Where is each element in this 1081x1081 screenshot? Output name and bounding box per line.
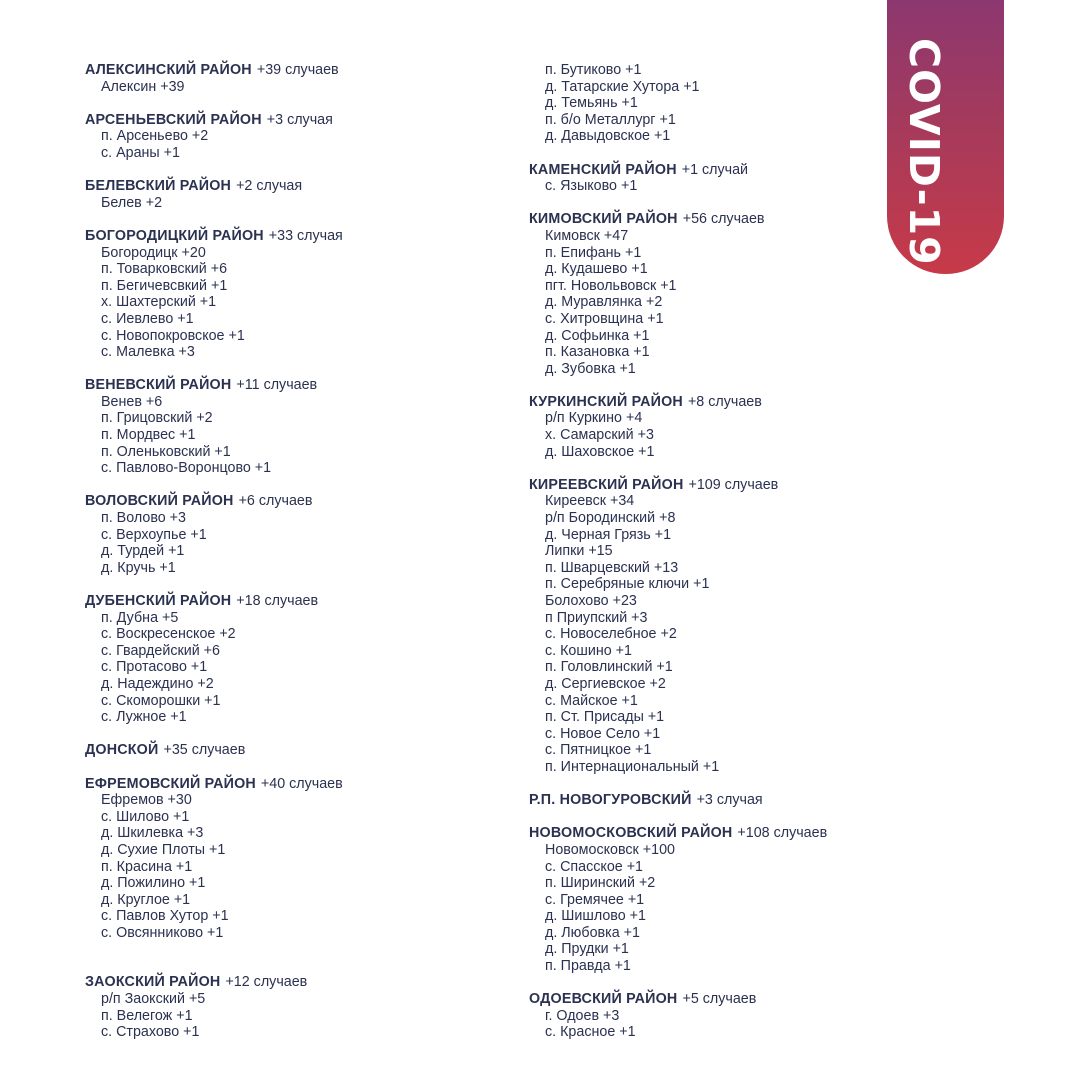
district-block [85,377,515,477]
locality-item: р/п Заокский +5 [101,991,206,1008]
locality-item: п. Бегичевсвкий +1 [101,277,228,294]
locality-item: п. Мордвес +1 [101,427,196,444]
district-name: НОВОМОСКОВСКИЙ РАЙОН [529,825,733,842]
locality-item: с. Иевлево +1 [101,310,194,327]
district-block [85,228,515,361]
locality-item: п. Головлинский +1 [545,659,673,676]
locality-item: д. Надеждино +2 [101,675,214,692]
locality-item: д. Давыдовское +1 [545,128,671,145]
locality-item: п. Бутиково +1 [545,62,642,78]
district-block [529,477,869,776]
locality-item: п. Ст. Присады +1 [545,709,665,726]
locality-item: Венев +6 [101,393,163,410]
locality-item: Киреевск +34 [545,493,635,510]
district-name: КИМОВСКИЙ РАЙОН [529,211,678,228]
district-name: ЗАОКСКИЙ РАЙОН [85,974,221,991]
locality-item: д. Черная Грязь +1 [545,526,672,543]
locality-item: Болохово +23 [545,593,637,609]
locality-item: д. Кудашево +1 [545,261,648,278]
locality-item: п. Шварцевский +13 [545,559,679,576]
district-block [529,211,869,377]
locality-item: с. Араны +1 [101,144,180,161]
right-column [529,62,869,1058]
locality-item: х. Самарский +3 [545,427,654,444]
locality-item: с. Шилово +1 [101,808,190,825]
locality-item: д. Кручь +1 [101,559,176,576]
district-case-count: +35 случаев [163,742,246,759]
district-header [85,62,515,79]
district-case-count: +8 случаев [687,393,762,410]
district-header [529,792,869,809]
district-name: ДУБЕНСКИЙ РАЙОН [85,593,232,609]
locality-item: с. Спасское +1 [545,858,643,875]
badge-title: COVID-19 [900,38,948,266]
locality-item: п. Интернациональный +1 [545,758,720,775]
district-header [85,178,515,195]
district-case-count: +3 случая [266,111,333,128]
locality-item: д. Пожилино +1 [101,875,206,892]
locality-item: р/п Бородинский +8 [545,510,676,527]
locality-item: с. Новое Село +1 [545,725,661,742]
district-header [85,974,515,991]
locality-item: х. Шахтерский +1 [101,294,217,311]
district-name: ВЕНЕВСКИЙ РАЙОН [85,377,232,394]
locality-item: п. Красина +1 [101,858,193,875]
locality-item: д. Шкилевка +3 [101,825,204,842]
locality-item: с. Воскресенское +2 [101,626,236,643]
district-block [85,593,515,726]
district-block [529,825,869,974]
locality-item: с. Страхово +1 [101,1024,200,1041]
district-header [85,593,515,610]
locality-item: с. Кошино +1 [545,642,632,659]
district-header [529,162,869,179]
district-name: ЕФРЕМОВСКИЙ РАЙОН [85,775,256,792]
district-header [529,825,869,842]
district-header [85,742,515,759]
district-header [85,776,515,793]
locality-item: д. Сергиевское +2 [545,675,666,692]
district-header [85,112,515,129]
locality-item: п Приупский +3 [545,609,648,626]
district-name: АЛЕКСИНСКИЙ РАЙОН [85,62,252,78]
district-block [85,974,515,1040]
district-header [529,477,869,494]
district-block [85,112,515,162]
district-header [85,228,515,245]
locality-item: д. Татарские Хутора +1 [545,78,700,95]
locality-item: с. Языково +1 [545,178,638,195]
locality-item: д. Любовка +1 [545,924,640,941]
locality-item: с. Хитровщина +1 [545,310,664,327]
district-header [529,394,869,411]
locality-item: с. Павлово-Воронцово +1 [101,460,272,477]
district-name: КАМЕНСКИЙ РАЙОН [529,161,677,178]
continued-district-items [529,62,869,145]
district-case-count: +12 случаев [225,974,308,991]
district-block [529,394,869,460]
district-block [85,62,515,95]
district-name: БЕЛЕВСКИЙ РАЙОН [85,178,232,195]
locality-item: с. Гвардейский +6 [101,642,220,659]
locality-item: г. Одоев +3 [545,1007,620,1024]
locality-item: п. Велегож +1 [101,1007,193,1024]
district-case-count: +18 случаев [236,593,319,609]
district-case-count: +5 случаев [682,991,757,1008]
district-name: ОДОЕВСКИЙ РАЙОН [529,991,678,1008]
locality-item: с. Красное +1 [545,1024,636,1041]
district-case-count: +11 случаев [236,377,318,394]
locality-item: д. Зубовка +1 [545,360,636,377]
locality-item: п. б/о Металлург +1 [545,111,676,128]
locality-item: п. Ширинский +2 [545,875,656,892]
district-case-count: +56 случаев [682,211,765,228]
district-block [529,792,869,809]
locality-item: п. Грицовский +2 [101,410,213,427]
district-case-count: +40 случаев [260,775,343,792]
locality-item: д. Шаховское +1 [545,443,655,460]
district-case-count: +3 случая [696,792,763,809]
locality-item: с. Лужное +1 [101,709,187,726]
locality-item: д. Темьянь +1 [545,95,638,112]
locality-item: п. Епифань +1 [545,244,642,261]
locality-item: п. Казановка +1 [545,344,650,361]
district-header [529,991,869,1008]
locality-item: с. Овсянниково +1 [101,924,224,941]
locality-item: с. Протасово +1 [101,659,208,676]
locality-item: с. Павлов Хутор +1 [101,908,229,925]
locality-item: п. Арсеньево +2 [101,128,209,145]
locality-item: с. Малевка +3 [101,344,195,361]
district-header [85,377,515,394]
locality-item: Новомосковск +100 [545,841,675,858]
district-name: КУРКИНСКИЙ РАЙОН [529,393,683,410]
locality-item: д. Круглое +1 [101,891,191,908]
district-header [529,211,869,228]
locality-item: д. Турдей +1 [101,543,185,560]
left-column [85,62,515,1057]
district-block [85,776,515,942]
district-case-count: +109 случаев [688,476,779,493]
locality-item: пгт. Новольвовск +1 [545,277,677,294]
district-block [529,162,869,195]
district-case-count: +39 случаев [256,62,339,78]
district-case-count: +33 случая [268,227,343,244]
locality-item: п. Правда +1 [545,958,631,975]
district-name: КИРЕЕВСКИЙ РАЙОН [529,476,684,493]
locality-item: с. Пятницкое +1 [545,742,652,759]
locality-item: с. Верхоупье +1 [101,526,207,543]
right-district-list [529,162,869,1041]
locality-item: с. Майское +1 [545,692,638,709]
locality-item: Ефремов +30 [101,792,192,809]
district-header [85,493,515,510]
locality-item: д. Прудки +1 [545,941,629,958]
locality-item: п. Дубна +5 [101,609,179,626]
locality-item: д. Софьинка +1 [545,327,650,344]
district-name: ДОНСКОЙ [85,742,159,759]
locality-item: д. Сухие Плоты +1 [101,841,226,858]
district-block [529,991,869,1041]
locality-item: с. Новопокровское +1 [101,327,245,344]
district-case-count: +1 случай [681,161,749,178]
district-case-count: +2 случая [236,178,303,195]
locality-item: д. Муравлянка +2 [545,294,663,311]
district-block [85,178,515,211]
locality-item: п. Серебряные ключи +1 [545,576,710,593]
locality-item: Алексин +39 [101,78,185,95]
district-block [85,742,515,759]
district-case-count: +108 случаев [737,825,828,842]
covid-badge [887,0,1004,274]
locality-item: п. Волово +3 [101,510,186,527]
locality-item: д. Шишлово +1 [545,908,646,925]
district-case-count: +6 случаев [238,493,313,510]
locality-item: с. Скоморошки +1 [101,692,221,709]
locality-item: Белев +2 [101,194,163,211]
district-name: БОГОРОДИЦКИЙ РАЙОН [85,227,264,244]
district-name: Р.П. НОВОГУРОВСКИЙ [529,792,692,809]
locality-item: Кимовск +47 [545,227,629,244]
locality-item: п. Товарковский +6 [101,261,228,278]
locality-item: Липки +15 [545,543,613,560]
locality-item: с. Новоселебное +2 [545,626,677,643]
district-name: АРСЕНЬЕВСКИЙ РАЙОН [85,111,262,128]
locality-item: Богородицк +20 [101,244,206,261]
locality-item: р/п Куркино +4 [545,410,643,427]
locality-item: с. Гремячее +1 [545,891,645,908]
district-block [85,493,515,576]
district-name: ВОЛОВСКИЙ РАЙОН [85,493,234,510]
locality-item: п. Оленьковский +1 [101,443,231,460]
